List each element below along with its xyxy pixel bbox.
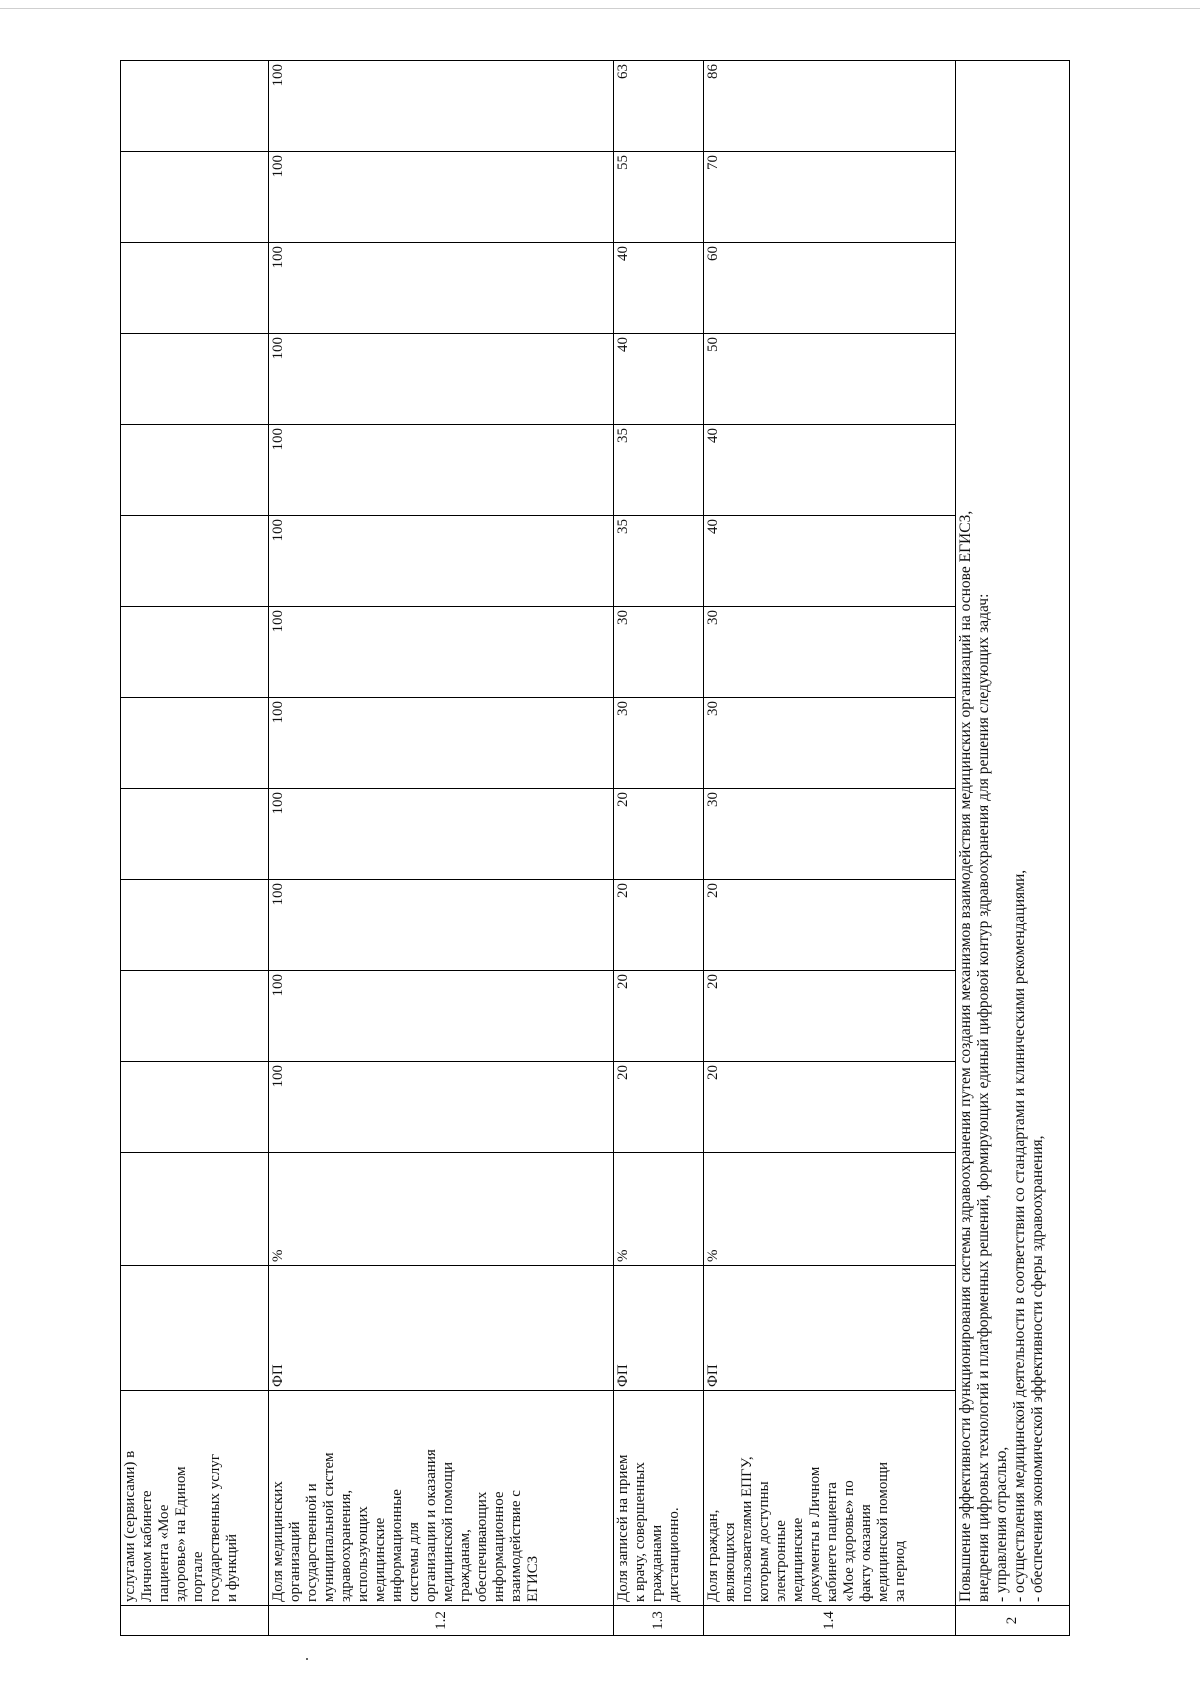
indicator-name: Доля граждан, являющихся пользователями ЕПГУ, которым доступны электронные медицинские документы в Личном кабинете пациента «Мое здоровье» по факту оказания медицинской помощи за период bbox=[704, 1391, 956, 1606]
value-cell: 30 bbox=[614, 607, 704, 698]
value-cell: 100 bbox=[269, 243, 614, 334]
unit-cell: % bbox=[704, 1153, 956, 1266]
scan-edge-line bbox=[0, 8, 1200, 9]
indicator-name: услугами (сервисами) в Личном кабинете пациента «Мое здоровье» на Едином портале государственных услуг и функций bbox=[121, 1391, 269, 1606]
value-cell: 20 bbox=[614, 880, 704, 971]
goal-row bbox=[956, 61, 1070, 1636]
value-cell: 100 bbox=[269, 880, 614, 971]
indicator-name: Доля записей на прием к врачу, совершенных гражданами дистанционно. bbox=[614, 1391, 704, 1606]
indicator-type: ФП bbox=[614, 1266, 704, 1391]
value-cell: 100 bbox=[269, 607, 614, 698]
value-cell: 40 bbox=[614, 334, 704, 425]
table-row bbox=[269, 61, 614, 1636]
value-cell: 100 bbox=[269, 789, 614, 880]
value-cell: 55 bbox=[614, 152, 704, 243]
value-cell: 20 bbox=[614, 789, 704, 880]
value-cell bbox=[121, 1062, 269, 1153]
value-cell: 20 bbox=[614, 971, 704, 1062]
value-cell: 100 bbox=[269, 698, 614, 789]
value-cell: 100 bbox=[269, 152, 614, 243]
value-cell: 100 bbox=[269, 516, 614, 607]
goal-text: Повышение эффективности функционирования системы здравоохранения путем создания механизмов взаимодействия медицинских организаций на основе ЕГИСЗ, внедрения цифровых технологий и платформенных решений, формирующих единый цифровой контур здравоохранения для решения следующих задач: - управления отраслью, - осуществления медицинской деятельности в соответствии со стандартами и клиническими рекомендациями, - обеспечения экономической эффективности сферы здравоохранения, bbox=[956, 61, 1070, 1606]
row-number: 1.3 bbox=[614, 1606, 704, 1636]
scan-dot bbox=[306, 1658, 308, 1660]
value-cell: 30 bbox=[704, 607, 956, 698]
value-cell: 86 bbox=[704, 61, 956, 152]
value-cell: 100 bbox=[269, 425, 614, 516]
table-row bbox=[121, 61, 269, 1636]
value-cell: 60 bbox=[704, 243, 956, 334]
value-cell: 40 bbox=[614, 243, 704, 334]
indicator-type: ФП bbox=[269, 1266, 614, 1391]
row-number: 1.2 bbox=[269, 1606, 614, 1636]
goal-number: 2 bbox=[956, 1606, 1070, 1636]
row-number bbox=[121, 1606, 269, 1636]
unit-cell: % bbox=[269, 1153, 614, 1266]
value-cell: 35 bbox=[614, 516, 704, 607]
row-number: 1.4 bbox=[704, 1606, 956, 1636]
value-cell: 70 bbox=[704, 152, 956, 243]
table-row bbox=[614, 61, 704, 1636]
indicator-type bbox=[121, 1266, 269, 1391]
value-cell: 30 bbox=[704, 698, 956, 789]
value-cell bbox=[121, 425, 269, 516]
value-cell bbox=[121, 698, 269, 789]
indicators-table bbox=[120, 60, 1070, 1636]
value-cell: 35 bbox=[614, 425, 704, 516]
table-row bbox=[704, 61, 956, 1636]
value-cell: 50 bbox=[704, 334, 956, 425]
value-cell: 100 bbox=[269, 61, 614, 152]
unit-cell: % bbox=[614, 1153, 704, 1266]
value-cell: 100 bbox=[269, 334, 614, 425]
table-body bbox=[121, 61, 1070, 1636]
value-cell bbox=[121, 880, 269, 971]
indicator-type: ФП bbox=[704, 1266, 956, 1391]
value-cell: 100 bbox=[269, 971, 614, 1062]
value-cell bbox=[121, 971, 269, 1062]
value-cell: 30 bbox=[614, 698, 704, 789]
value-cell bbox=[121, 152, 269, 243]
unit-cell bbox=[121, 1153, 269, 1266]
value-cell bbox=[121, 607, 269, 698]
value-cell bbox=[121, 516, 269, 607]
value-cell: 20 bbox=[704, 971, 956, 1062]
value-cell: 20 bbox=[704, 1062, 956, 1153]
value-cell: 63 bbox=[614, 61, 704, 152]
value-cell bbox=[121, 334, 269, 425]
value-cell bbox=[121, 243, 269, 334]
value-cell: 100 bbox=[269, 1062, 614, 1153]
value-cell: 40 bbox=[704, 425, 956, 516]
value-cell: 20 bbox=[704, 880, 956, 971]
value-cell bbox=[121, 789, 269, 880]
value-cell: 20 bbox=[614, 1062, 704, 1153]
value-cell bbox=[121, 61, 269, 152]
value-cell: 30 bbox=[704, 789, 956, 880]
indicator-name: Доля медицинских организаций государственной и муниципальной систем здравоохранения, использующих медицинские информационные системы для организации и оказания медицинской помощи гражданам, обеспечивающих информационное взаимодействие с ЕГИСЗ bbox=[269, 1391, 614, 1606]
value-cell: 40 bbox=[704, 516, 956, 607]
rotated-table-container bbox=[120, 61, 1080, 1636]
